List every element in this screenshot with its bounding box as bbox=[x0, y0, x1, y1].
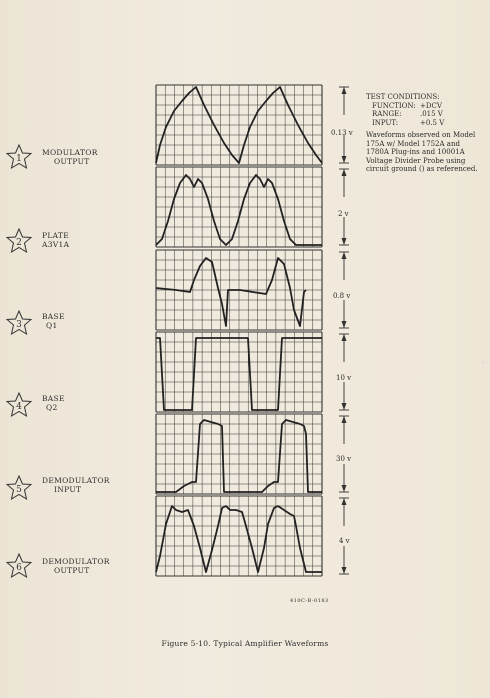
waveform-4-title: BASE bbox=[42, 394, 65, 403]
scale-arrow-3 bbox=[339, 252, 349, 328]
waveform-1-subtitle: OUTPUT bbox=[54, 157, 90, 166]
input-value: +0.5 V bbox=[420, 118, 445, 127]
number-star-icon bbox=[6, 475, 32, 501]
number-star-icon bbox=[6, 392, 32, 418]
scale-label-2: 2 v bbox=[338, 210, 349, 218]
test-conditions bbox=[366, 93, 481, 174]
svg-text:2: 2 bbox=[16, 238, 22, 248]
waveform-2-title: PLATE bbox=[42, 231, 70, 240]
waveform-6-title: DEMODULATOR bbox=[42, 557, 110, 566]
input-key: INPUT: bbox=[372, 118, 399, 127]
waveform-5-subtitle: INPUT bbox=[54, 485, 82, 494]
svg-text:4: 4 bbox=[16, 402, 22, 412]
number-star-icon bbox=[6, 228, 32, 254]
range-value: .015 V bbox=[420, 110, 443, 118]
scope-graticule-1 bbox=[156, 85, 349, 165]
scale-label-5: 30 v bbox=[336, 455, 352, 463]
svg-text:5: 5 bbox=[16, 485, 22, 495]
scale-label-4: 10 v bbox=[336, 374, 352, 382]
number-star-icon bbox=[6, 553, 32, 579]
waveform-5-title: DEMODULATOR bbox=[42, 476, 110, 485]
test-conditions-title: TEST CONDITIONS: bbox=[366, 93, 440, 101]
svg-text:6: 6 bbox=[16, 563, 22, 573]
scale-arrow-2 bbox=[339, 169, 349, 245]
svg-text:1: 1 bbox=[16, 154, 22, 164]
margin-mark: · bbox=[482, 360, 484, 367]
waveform-2-subtitle: A3V1A bbox=[42, 240, 70, 249]
figure-reference-code: 410C-B-0183 bbox=[290, 598, 329, 604]
figure-caption: Figure 5-10. Typical Amplifier Waveforms bbox=[161, 639, 329, 648]
range-key: RANGE: bbox=[372, 110, 402, 118]
scale-label-3: 0.8 v bbox=[333, 292, 351, 300]
scope-graticule-2 bbox=[156, 167, 349, 247]
waveform-3-title: BASE bbox=[42, 312, 65, 321]
svg-text:3: 3 bbox=[16, 320, 22, 330]
scope-graticule-6 bbox=[156, 496, 349, 576]
scale-arrow-6 bbox=[339, 498, 349, 574]
function-key: FUNCTION: bbox=[372, 101, 416, 110]
scale-arrow-1 bbox=[339, 87, 349, 163]
function-value: +DCV bbox=[420, 101, 442, 110]
scale-label-6: 4 v bbox=[339, 537, 350, 545]
waveform-1-title: MODULATOR bbox=[42, 148, 98, 157]
waveform-trace-3 bbox=[156, 258, 306, 326]
scope-graticule-3 bbox=[156, 250, 349, 330]
scale-arrow-4 bbox=[339, 334, 349, 410]
number-star-icon bbox=[6, 310, 32, 336]
number-star-icon bbox=[6, 144, 32, 170]
scale-label-1: 0.13 v bbox=[331, 129, 353, 137]
waveform-4-subtitle: Q2 bbox=[46, 403, 58, 412]
waveform-3-subtitle: Q1 bbox=[46, 321, 58, 330]
scale-arrow-5 bbox=[339, 416, 349, 492]
observation-note: Waveforms observed on Model 175A w/ Model 1752A and 1780A Plug-ins and 10001A Voltage Divider Probe using circuit ground () as referenced. bbox=[366, 131, 478, 173]
scope-graticule-4 bbox=[156, 332, 352, 412]
waveform-6-subtitle: OUTPUT bbox=[54, 566, 90, 575]
scope-graticule-5 bbox=[156, 414, 352, 494]
